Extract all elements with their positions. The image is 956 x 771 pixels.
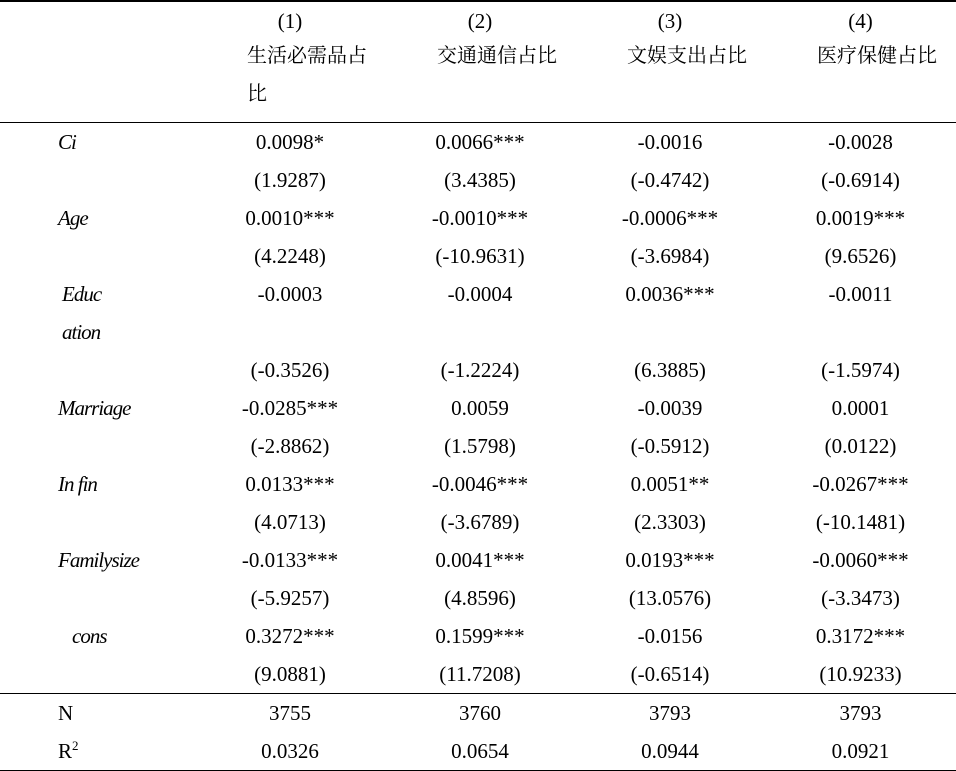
coef-cell: 0.0010*** (245, 206, 335, 230)
coef-cell: -0.0156 (637, 624, 703, 648)
tstat-cell: (6.3885) (634, 358, 706, 382)
coef-cell: 0.3272*** (245, 624, 335, 648)
tstat-cell: (1.9287) (254, 168, 326, 192)
tstat-cell: (-3.3473) (821, 586, 900, 610)
variable-name: Ci (58, 130, 76, 154)
tstat-cell: (4.0713) (254, 510, 326, 534)
column-label: 医疗保健占比 (817, 43, 937, 67)
column-number: (1) (277, 9, 303, 33)
column-number: (3) (657, 9, 683, 33)
coef-cell: -0.0285*** (241, 396, 339, 420)
coef-cell: 0.0133*** (245, 472, 335, 496)
tstat-row (0, 503, 956, 541)
coef-row (0, 541, 956, 579)
coef-cell: 0.0066*** (435, 130, 525, 154)
tstat-cell: (11.7208) (439, 662, 521, 686)
tstat-cell: (10.9233) (819, 662, 902, 686)
coef-cell: -0.0004 (447, 282, 513, 306)
tstat-cell: (0.0122) (824, 434, 897, 458)
column-header (575, 1, 765, 123)
r2-superscript: 2 (72, 738, 79, 753)
column-header (385, 1, 575, 123)
column-header (195, 1, 385, 123)
coef-cell: 0.0098* (255, 130, 325, 154)
tstat-cell: (-1.2224) (440, 358, 520, 382)
tstat-cell: (-0.3526) (250, 358, 330, 382)
coef-row (0, 465, 956, 503)
stat-cell: 3755 (195, 694, 385, 733)
column-label: 生活必需品占比 (247, 43, 367, 105)
column-header (765, 1, 956, 123)
stat-cell: 3793 (575, 694, 765, 733)
variable-name: In fin (58, 472, 97, 496)
coef-cell: -0.0016 (637, 130, 703, 154)
tstat-cell: (-10.1481) (815, 510, 906, 534)
coef-cell: 0.3172*** (815, 624, 906, 648)
empty-cell (0, 161, 195, 199)
coef-row (0, 199, 956, 237)
tstat-cell: (-0.6914) (821, 168, 900, 192)
coef-row (0, 123, 956, 162)
tstat-cell: (1.5798) (444, 434, 516, 458)
stat-cell: 0.0944 (575, 732, 765, 771)
empty-cell (0, 427, 195, 465)
r2-base: R (58, 739, 73, 763)
empty-cell (0, 503, 195, 541)
coef-cell: 0.0036*** (625, 282, 715, 306)
tstat-cell: (13.0576) (628, 586, 712, 610)
tstat-row (0, 655, 956, 694)
tstat-row (0, 237, 956, 275)
table-header-row (0, 1, 956, 123)
coef-cell: 0.0193*** (625, 548, 715, 572)
coef-cell: -0.0010*** (431, 206, 529, 230)
tstat-cell: (-0.4742) (630, 168, 710, 192)
coef-row (0, 275, 956, 351)
empty-cell (0, 237, 195, 275)
tstat-cell: (9.6526) (824, 244, 897, 268)
coef-cell: -0.0003 (257, 282, 323, 306)
coef-cell: -0.0267*** (812, 472, 909, 496)
stat-label-n: N (0, 694, 195, 733)
coef-cell: 0.0001 (831, 396, 890, 420)
column-label: 文娱支出占比 (627, 43, 747, 67)
tstat-cell: (-0.5912) (630, 434, 710, 458)
tstat-cell: (2.3303) (634, 510, 706, 534)
variable-name: cons (72, 624, 107, 648)
tstat-cell: (3.4385) (444, 168, 516, 192)
tstat-cell: (4.8596) (444, 586, 516, 610)
empty-cell (0, 351, 195, 389)
coef-cell: -0.0028 (828, 130, 893, 154)
stat-cell: 3793 (765, 694, 956, 733)
coef-cell: -0.0039 (637, 396, 703, 420)
coef-cell: 0.0019*** (815, 206, 906, 230)
coef-cell: 0.1599*** (435, 624, 525, 648)
coef-cell: 0.0041*** (435, 548, 525, 572)
tstat-cell: (-0.6514) (630, 662, 710, 686)
tstat-cell: (-10.9631) (435, 244, 525, 268)
stats-row-n (0, 694, 956, 733)
coef-cell: -0.0133*** (241, 548, 339, 572)
tstat-row (0, 351, 956, 389)
coef-cell: -0.0046*** (431, 472, 529, 496)
empty-cell (0, 579, 195, 617)
coef-cell: 0.0059 (451, 396, 509, 420)
column-number: (2) (467, 9, 493, 33)
stat-cell: 0.0654 (385, 732, 575, 771)
variable-name: Education (62, 282, 102, 344)
tstat-row (0, 427, 956, 465)
tstat-row (0, 579, 956, 617)
tstat-cell: (-3.6984) (630, 244, 710, 268)
coef-cell: -0.0006*** (621, 206, 719, 230)
tstat-cell: (-5.9257) (250, 586, 330, 610)
coef-cell: -0.0060*** (812, 548, 909, 572)
tstat-cell: (9.0881) (254, 662, 326, 686)
variable-name: Marriage (58, 396, 131, 420)
column-label: 交通通信占比 (437, 43, 557, 67)
tstat-cell: (-2.8862) (250, 434, 330, 458)
tstat-cell: (-3.6789) (440, 510, 520, 534)
coef-row (0, 389, 956, 427)
tstat-cell: (-1.5974) (821, 358, 900, 382)
empty-cell (0, 655, 195, 694)
stat-cell: 0.0326 (195, 732, 385, 771)
tstat-cell: (4.2248) (254, 244, 326, 268)
variable-name: Familysize (58, 548, 139, 572)
coef-cell: -0.0011 (828, 282, 893, 306)
stat-cell: 0.0921 (765, 732, 956, 771)
tstat-row (0, 161, 956, 199)
stat-cell: 3760 (385, 694, 575, 733)
coef-row (0, 617, 956, 655)
variable-name: Age (58, 206, 88, 230)
column-number: (4) (848, 9, 873, 33)
coef-cell: 0.0051** (630, 472, 710, 496)
header-corner (0, 1, 195, 123)
